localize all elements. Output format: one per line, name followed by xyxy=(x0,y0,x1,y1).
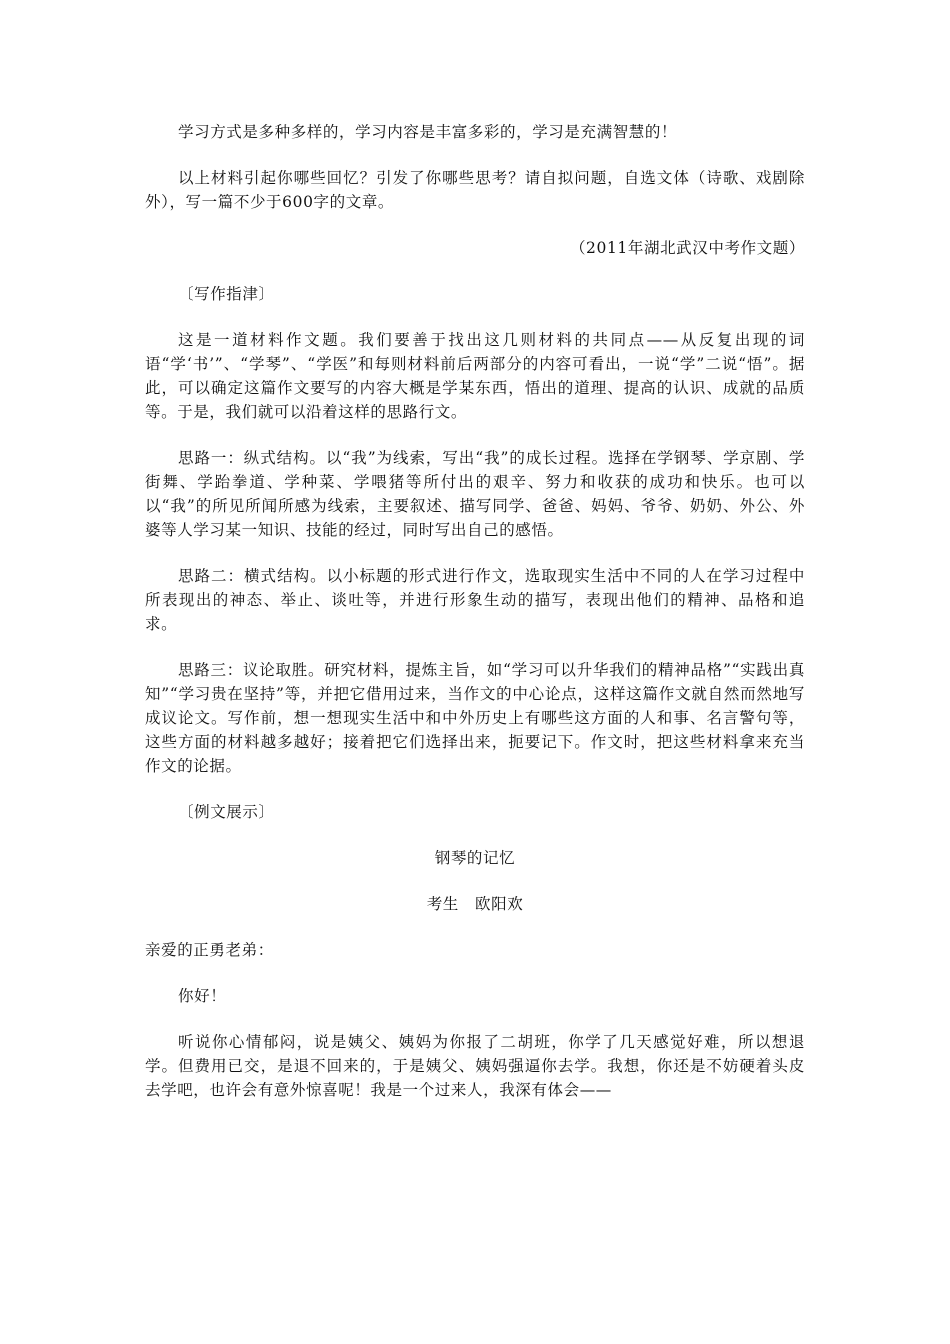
document-page xyxy=(145,120,805,1124)
idea-one-paragraph: 思路一：纵式结构。以“我”为线索，写出“我”的成长过程。选择在学钢琴、学京剧、学街舞、学跆拳道、学种菜、学喂猪等所付出的艰辛、努力和收获的成功和快乐。也可以以“我”的所见所闻所感为线索，主要叙述、描写同学、爸爸、妈妈、爷爷、奶奶、外公、外婆等人学习某一知识、技能的经过，同时写出自己的感悟。 xyxy=(145,449,805,539)
source-citation: （2011年湖北武汉中考作文题） xyxy=(569,239,805,257)
essay-author: 考生 欧阳欢 xyxy=(426,895,524,913)
example-heading: 〔例文展示〕 xyxy=(178,803,275,821)
essay-title: 钢琴的记忆 xyxy=(434,849,516,867)
guide-intro-paragraph: 这是一道材料作文题。我们要善于找出这几则材料的共同点——从反复出现的词语“学‘书’”、“学琴”、“学医”和每则材料前后两部分的内容可看出，一说“学”二说“悟”。据此，可以确定这篇作文要写的内容大概是学某东西，悟出的道理、提高的认识、成就的品质等。于是，我们就可以沿着这样的思路行文。 xyxy=(145,331,805,421)
guide-heading: 〔写作指津〕 xyxy=(178,285,275,303)
letter-greeting: 你好！ xyxy=(178,987,227,1005)
material-closing-paragraph: 学习方式是多种多样的，学习内容是丰富多彩的，学习是充满智慧的！ xyxy=(178,123,678,141)
letter-salutation: 亲爱的正勇老弟： xyxy=(145,941,274,959)
prompt-paragraph: 以上材料引起你哪些回忆？引发了你哪些思考？请自拟问题，自选文体（诗歌、戏剧除外），写一篇不少于600字的文章。 xyxy=(145,169,805,211)
idea-three-paragraph: 思路三：议论取胜。研究材料，提炼主旨，如“学习可以升华我们的精神品格”“实践出真知”“学习贵在坚持”等，并把它借用过来，当作文的中心论点，这样这篇作文就自然而然地写成议论文。写作前，想一想现实生活中和中外历史上有哪些这方面的人和事、名言警句等，这些方面的材料越多越好；接着把它们选择出来，扼要记下。作文时，把这些材料拿来充当作文的论据。 xyxy=(145,661,805,775)
letter-body-paragraph: 听说你心情郁闷，说是姨父、姨妈为你报了二胡班，你学了几天感觉好难，所以想退学。但费用已交，是退不回来的，于是姨父、姨妈强逼你去学。我想，你还是不妨硬着头皮去学吧，也许会有意外惊喜呢！我是一个过来人，我深有体会—— xyxy=(145,1033,805,1099)
idea-two-paragraph: 思路二：横式结构。以小标题的形式进行作文，选取现实生活中不同的人在学习过程中所表现出的神态、举止、谈吐等，并进行形象生动的描写，表现出他们的精神、品格和追求。 xyxy=(145,567,805,633)
